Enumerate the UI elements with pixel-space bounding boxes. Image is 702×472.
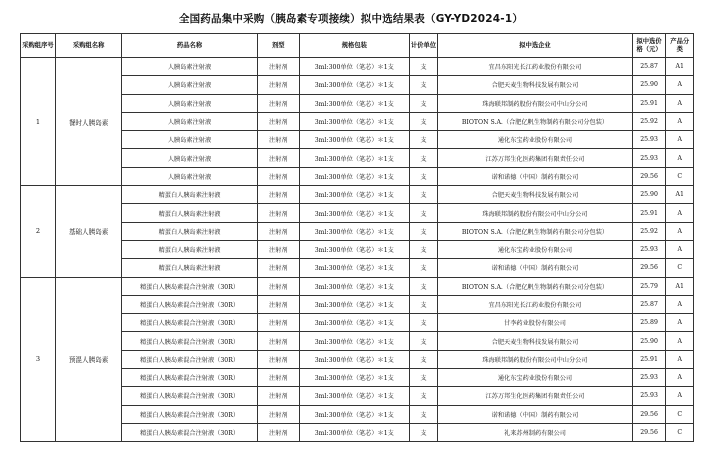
- table-row: [21, 76, 694, 94]
- header-spec: 规格包装: [299, 34, 409, 58]
- unit-cell: 支: [409, 387, 438, 405]
- category-cell: A: [666, 387, 694, 405]
- company-cell: 合肥天麦生物科技发展有限公司: [438, 186, 632, 204]
- drug-name-cell: 精蛋白人胰岛素混合注射液（30R）: [122, 277, 257, 295]
- table-row: [21, 387, 694, 405]
- spec-cell: 3ml:300单位（笔芯）＊1支: [299, 149, 409, 167]
- company-cell: 诺和诺德（中国）制药有限公司: [438, 259, 632, 277]
- form-cell: 注射剂: [257, 277, 299, 295]
- price-cell: 25.93: [632, 131, 666, 149]
- price-cell: 25.92: [632, 222, 666, 240]
- form-cell: 注射剂: [257, 350, 299, 368]
- group-number-cell: 2: [21, 186, 56, 277]
- table-row: [21, 295, 694, 313]
- price-cell: 29.56: [632, 405, 666, 423]
- company-cell: 诺和诺德（中国）制药有限公司: [438, 405, 632, 423]
- price-cell: 25.93: [632, 387, 666, 405]
- spec-cell: 3ml:300单位（笔芯）＊1支: [299, 112, 409, 130]
- form-cell: 注射剂: [257, 405, 299, 423]
- unit-cell: 支: [409, 186, 438, 204]
- price-cell: 25.91: [632, 94, 666, 112]
- form-cell: 注射剂: [257, 167, 299, 185]
- drug-name-cell: 人胰岛素注射液: [122, 167, 257, 185]
- category-cell: A: [666, 314, 694, 332]
- results-table: [20, 33, 694, 442]
- form-cell: 注射剂: [257, 149, 299, 167]
- header-group-no: 采购组序号: [21, 34, 56, 58]
- unit-cell: 支: [409, 423, 438, 441]
- unit-cell: 支: [409, 222, 438, 240]
- table-row: [21, 350, 694, 368]
- drug-name-cell: 精蛋白人胰岛素注射液: [122, 186, 257, 204]
- category-cell: A1: [666, 58, 694, 76]
- company-cell: 江苏万邦生化医药集团有限责任公司: [438, 387, 632, 405]
- header-price: 拟中选价格（元）: [632, 34, 666, 58]
- form-cell: 注射剂: [257, 222, 299, 240]
- table-row: [21, 277, 694, 295]
- category-cell: C: [666, 167, 694, 185]
- spec-cell: 3ml:300单位（笔芯）＊1支: [299, 94, 409, 112]
- price-cell: 25.93: [632, 149, 666, 167]
- unit-cell: 支: [409, 112, 438, 130]
- drug-name-cell: 人胰岛素注射液: [122, 149, 257, 167]
- table-row: [21, 204, 694, 222]
- form-cell: 注射剂: [257, 204, 299, 222]
- price-cell: 25.89: [632, 314, 666, 332]
- unit-cell: 支: [409, 295, 438, 313]
- company-cell: 宜昌东阳光长江药业股份有限公司: [438, 58, 632, 76]
- company-cell: 珠海联邦制药股份有限公司中山分公司: [438, 94, 632, 112]
- spec-cell: 3ml:300单位（笔芯）＊1支: [299, 350, 409, 368]
- price-cell: 25.90: [632, 332, 666, 350]
- form-cell: 注射剂: [257, 314, 299, 332]
- drug-name-cell: 精蛋白人胰岛素混合注射液（30R）: [122, 332, 257, 350]
- drug-name-cell: 人胰岛素注射液: [122, 131, 257, 149]
- company-cell: 通化东宝药业股份有限公司: [438, 369, 632, 387]
- spec-cell: 3ml:300单位（笔芯）＊1支: [299, 405, 409, 423]
- drug-name-cell: 人胰岛素注射液: [122, 58, 257, 76]
- spec-cell: 3ml:300单位（笔芯）＊1支: [299, 131, 409, 149]
- company-cell: 合肥天麦生物科技发展有限公司: [438, 76, 632, 94]
- company-cell: 甘李药业股份有限公司: [438, 314, 632, 332]
- table-row: [21, 240, 694, 258]
- unit-cell: 支: [409, 405, 438, 423]
- spec-cell: 3ml:300单位（笔芯）＊1支: [299, 277, 409, 295]
- table-header-row: [21, 34, 694, 58]
- category-cell: A: [666, 149, 694, 167]
- company-cell: 珠海联邦制药股份有限公司中山分公司: [438, 350, 632, 368]
- unit-cell: 支: [409, 240, 438, 258]
- price-cell: 25.87: [632, 295, 666, 313]
- form-cell: 注射剂: [257, 259, 299, 277]
- spec-cell: 3ml:300单位（笔芯）＊1支: [299, 186, 409, 204]
- table-row: [21, 58, 694, 76]
- table-row: [21, 167, 694, 185]
- drug-name-cell: 精蛋白人胰岛素混合注射液（30R）: [122, 295, 257, 313]
- unit-cell: 支: [409, 76, 438, 94]
- category-cell: A1: [666, 277, 694, 295]
- category-cell: A: [666, 369, 694, 387]
- spec-cell: 3ml:300单位（笔芯）＊1支: [299, 423, 409, 441]
- table-row: [21, 423, 694, 441]
- unit-cell: 支: [409, 204, 438, 222]
- table-row: [21, 332, 694, 350]
- category-cell: A: [666, 295, 694, 313]
- price-cell: 29.56: [632, 167, 666, 185]
- unit-cell: 支: [409, 131, 438, 149]
- company-cell: 诺和诺德（中国）制药有限公司: [438, 167, 632, 185]
- company-cell: 宜昌东阳光长江药业股份有限公司: [438, 295, 632, 313]
- category-cell: A: [666, 240, 694, 258]
- document-title: 全国药品集中采购（胰岛素专项接续）拟中选结果表（GY-YD2024-1）: [178, 13, 524, 25]
- price-cell: 25.79: [632, 277, 666, 295]
- drug-name-cell: 人胰岛素注射液: [122, 94, 257, 112]
- header-form: 剂型: [257, 34, 299, 58]
- price-cell: 25.93: [632, 369, 666, 387]
- spec-cell: 3ml:300单位（笔芯）＊1支: [299, 387, 409, 405]
- table-body: [21, 58, 694, 442]
- spec-cell: 3ml:300单位（笔芯）＊1支: [299, 204, 409, 222]
- form-cell: 注射剂: [257, 58, 299, 76]
- table-row: [21, 112, 694, 130]
- drug-name-cell: 精蛋白人胰岛素混合注射液（30R）: [122, 405, 257, 423]
- company-cell: 珠海联邦制药股份有限公司中山分公司: [438, 204, 632, 222]
- unit-cell: 支: [409, 332, 438, 350]
- spec-cell: 3ml:300单位（笔芯）＊1支: [299, 295, 409, 313]
- company-cell: 礼来苏州制药有限公司: [438, 423, 632, 441]
- spec-cell: 3ml:300单位（笔芯）＊1支: [299, 222, 409, 240]
- table-row: [21, 186, 694, 204]
- spec-cell: 3ml:300单位（笔芯）＊1支: [299, 58, 409, 76]
- table-row: [21, 369, 694, 387]
- category-cell: A: [666, 332, 694, 350]
- price-cell: 25.90: [632, 186, 666, 204]
- category-cell: C: [666, 259, 694, 277]
- company-cell: 合肥天麦生物科技发展有限公司: [438, 332, 632, 350]
- header-drug-name: 药品名称: [122, 34, 257, 58]
- form-cell: 注射剂: [257, 112, 299, 130]
- drug-name-cell: 精蛋白人胰岛素混合注射液（30R）: [122, 369, 257, 387]
- form-cell: 注射剂: [257, 423, 299, 441]
- form-cell: 注射剂: [257, 76, 299, 94]
- spec-cell: 3ml:300单位（笔芯）＊1支: [299, 369, 409, 387]
- table-row: [21, 149, 694, 167]
- category-cell: A: [666, 204, 694, 222]
- form-cell: 注射剂: [257, 295, 299, 313]
- category-cell: A: [666, 94, 694, 112]
- price-cell: 29.56: [632, 423, 666, 441]
- table-row: [21, 222, 694, 240]
- drug-name-cell: 精蛋白人胰岛素混合注射液（30R）: [122, 423, 257, 441]
- group-name-cell: 基础人胰岛素: [55, 186, 122, 277]
- group-name-cell: 预混人胰岛素: [55, 277, 122, 442]
- price-cell: 25.90: [632, 76, 666, 94]
- price-cell: 25.87: [632, 58, 666, 76]
- form-cell: 注射剂: [257, 240, 299, 258]
- spec-cell: 3ml:300单位（笔芯）＊1支: [299, 332, 409, 350]
- category-cell: A: [666, 350, 694, 368]
- company-cell: 通化东宝药业股份有限公司: [438, 240, 632, 258]
- form-cell: 注射剂: [257, 369, 299, 387]
- category-cell: A: [666, 222, 694, 240]
- form-cell: 注射剂: [257, 186, 299, 204]
- unit-cell: 支: [409, 167, 438, 185]
- drug-name-cell: 人胰岛素注射液: [122, 76, 257, 94]
- form-cell: 注射剂: [257, 387, 299, 405]
- spec-cell: 3ml:300单位（笔芯）＊1支: [299, 167, 409, 185]
- drug-name-cell: 精蛋白人胰岛素注射液: [122, 204, 257, 222]
- header-unit: 计价单位: [409, 34, 438, 58]
- drug-name-cell: 人胰岛素注射液: [122, 112, 257, 130]
- unit-cell: 支: [409, 350, 438, 368]
- price-cell: 25.91: [632, 350, 666, 368]
- category-cell: C: [666, 405, 694, 423]
- table-row: [21, 94, 694, 112]
- group-name-cell: 餐时人胰岛素: [55, 58, 122, 186]
- unit-cell: 支: [409, 149, 438, 167]
- company-cell: 通化东宝药业股份有限公司: [438, 131, 632, 149]
- spec-cell: 3ml:300单位（笔芯）＊1支: [299, 76, 409, 94]
- form-cell: 注射剂: [257, 332, 299, 350]
- form-cell: 注射剂: [257, 131, 299, 149]
- spec-cell: 3ml:300单位（笔芯）＊1支: [299, 240, 409, 258]
- category-cell: A: [666, 131, 694, 149]
- price-cell: 25.92: [632, 112, 666, 130]
- spec-cell: 3ml:300单位（笔芯）＊1支: [299, 314, 409, 332]
- header-category: 产品分类: [666, 34, 694, 58]
- unit-cell: 支: [409, 94, 438, 112]
- category-cell: A: [666, 112, 694, 130]
- header-company: 拟中选企业: [438, 34, 632, 58]
- category-cell: A: [666, 76, 694, 94]
- drug-name-cell: 精蛋白人胰岛素注射液: [122, 259, 257, 277]
- table-row: [21, 259, 694, 277]
- unit-cell: 支: [409, 277, 438, 295]
- unit-cell: 支: [409, 314, 438, 332]
- drug-name-cell: 精蛋白人胰岛素混合注射液（30R）: [122, 387, 257, 405]
- unit-cell: 支: [409, 369, 438, 387]
- price-cell: 29.56: [632, 259, 666, 277]
- company-cell: BIOTON S.A.（合肥亿帆生物制药有限公司分包装）: [438, 222, 632, 240]
- category-cell: C: [666, 423, 694, 441]
- drug-name-cell: 精蛋白人胰岛素注射液: [122, 222, 257, 240]
- unit-cell: 支: [409, 259, 438, 277]
- table-row: [21, 131, 694, 149]
- drug-name-cell: 精蛋白人胰岛素混合注射液（30R）: [122, 314, 257, 332]
- company-cell: BIOTON S.A.（合肥亿帆生物制药有限公司分包装）: [438, 277, 632, 295]
- table-row: [21, 405, 694, 423]
- group-number-cell: 3: [21, 277, 56, 442]
- group-number-cell: 1: [21, 58, 56, 186]
- category-cell: A1: [666, 186, 694, 204]
- drug-name-cell: 精蛋白人胰岛素注射液: [122, 240, 257, 258]
- header-group-name: 采购组名称: [55, 34, 122, 58]
- price-cell: 25.91: [632, 204, 666, 222]
- table-row: [21, 314, 694, 332]
- company-cell: BIOTON S.A.（合肥亿帆生物制药有限公司分包装）: [438, 112, 632, 130]
- unit-cell: 支: [409, 58, 438, 76]
- company-cell: 江苏万邦生化医药集团有限责任公司: [438, 149, 632, 167]
- price-cell: 25.93: [632, 240, 666, 258]
- spec-cell: 3ml:300单位（笔芯）＊1支: [299, 259, 409, 277]
- form-cell: 注射剂: [257, 94, 299, 112]
- drug-name-cell: 精蛋白人胰岛素混合注射液（30R）: [122, 350, 257, 368]
